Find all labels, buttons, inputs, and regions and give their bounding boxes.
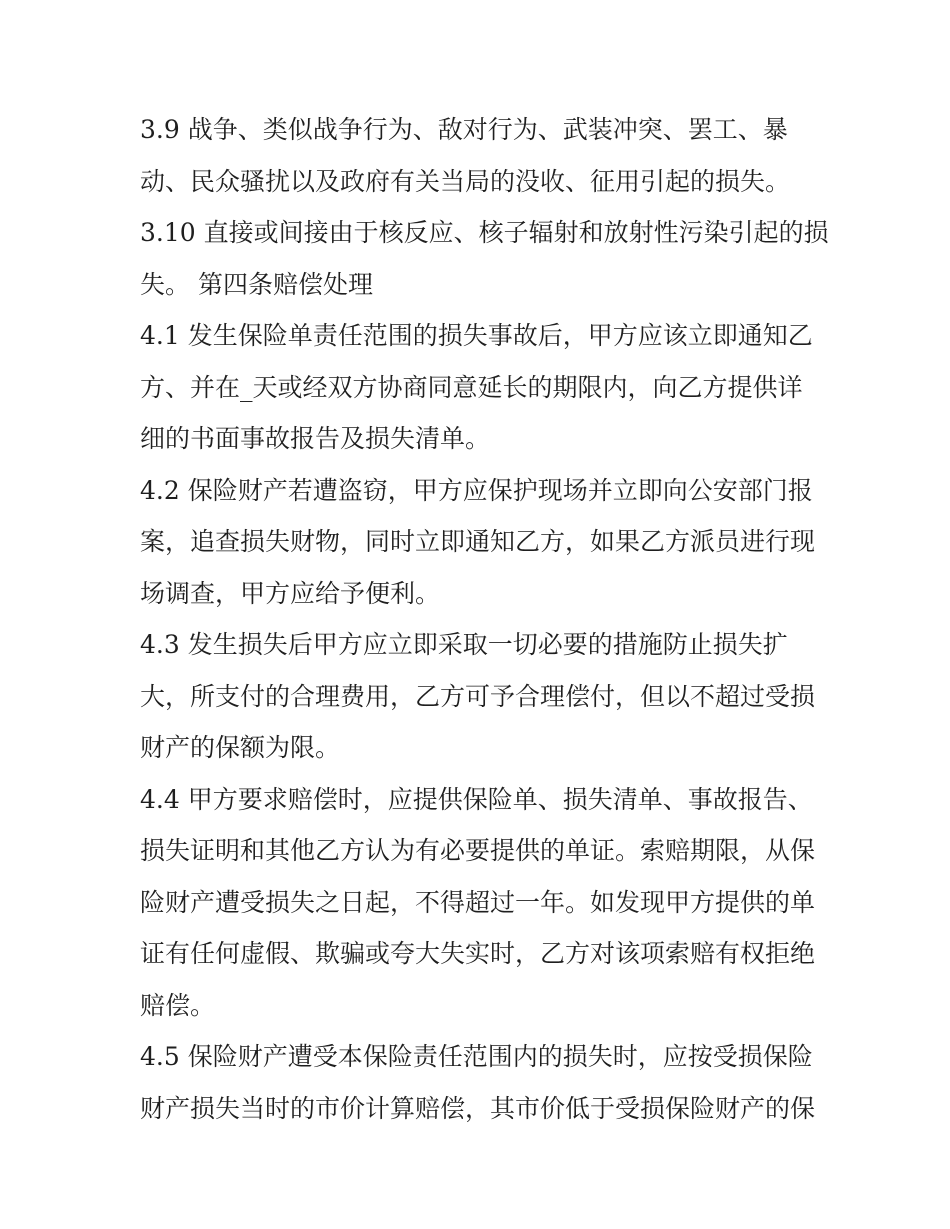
clause-4-2-line-2: 案，追查损失财物，同时立即通知乙方，如果乙方派员进行现: [140, 527, 816, 556]
clause-4-5-line-2: 财产损失当时的市价计算赔偿，其市价低于受损保险财产的保: [140, 1093, 816, 1123]
clause-4-1-line-3: 细的书面事故报告及损失清单。: [140, 424, 491, 453]
clause-3-10-line-1: 3.10 直接或间接由于核反应、核子辐射和放射性污染引起的损: [140, 218, 829, 247]
clause-4-4-line-4: 证有任何虚假、欺骗或夸大失实时，乙方对该项索赔有权拒绝: [140, 939, 816, 968]
clause-4-3-line-1: 4.3 发生损失后甲方应立即采取一切必要的措施防止损失扩: [140, 630, 788, 659]
clause-4-5-line-1: 4.5 保险财产遭受本保险责任范围内的损失时，应按受损保险: [140, 1042, 813, 1071]
clause-4-4-line-1: 4.4 甲方要求赔偿时，应提供保险单、损失清单、事故报告、: [140, 784, 813, 814]
clause-4-4-line-5: 赔偿。: [140, 990, 216, 1020]
clause-4-1-line-1: 4.1 发生保险单责任范围的损失事故后，甲方应该立即通知乙: [140, 321, 813, 350]
clause-3-9-line-1: 3.9 战争、类似战争行为、敌对行为、武装冲突、罢工、暴: [140, 115, 788, 144]
clause-4-3-line-2: 大，所支付的合理费用，乙方可予合理偿付，但以不超过受损: [140, 681, 816, 711]
clause-4-2-line-3: 场调查，甲方应给予便利。: [140, 578, 441, 608]
clause-3-9-line-2: 动、民众骚扰以及政府有关当局的没收、征用引起的损失。: [140, 166, 791, 196]
clause-4-4-line-3: 险财产遭受损失之日起，不得超过一年。如发现甲方提供的单: [140, 887, 816, 917]
clause-3-10-line-2: 失。 第四条赔偿处理: [140, 269, 373, 299]
clause-4-3-line-3: 财产的保额为限。: [140, 733, 341, 762]
clause-4-2-line-1: 4.2 保险财产若遭盗窃，甲方应保护现场并立即向公安部门报: [140, 475, 813, 505]
document-body: [140, 104, 829, 1134]
clause-4-4-line-2: 损失证明和其他乙方认为有必要提供的单证。索赔期限，从保: [140, 836, 816, 865]
clause-4-1-line-2: 方、并在_天或经双方协商同意延长的期限内，向乙方提供详: [140, 372, 803, 402]
